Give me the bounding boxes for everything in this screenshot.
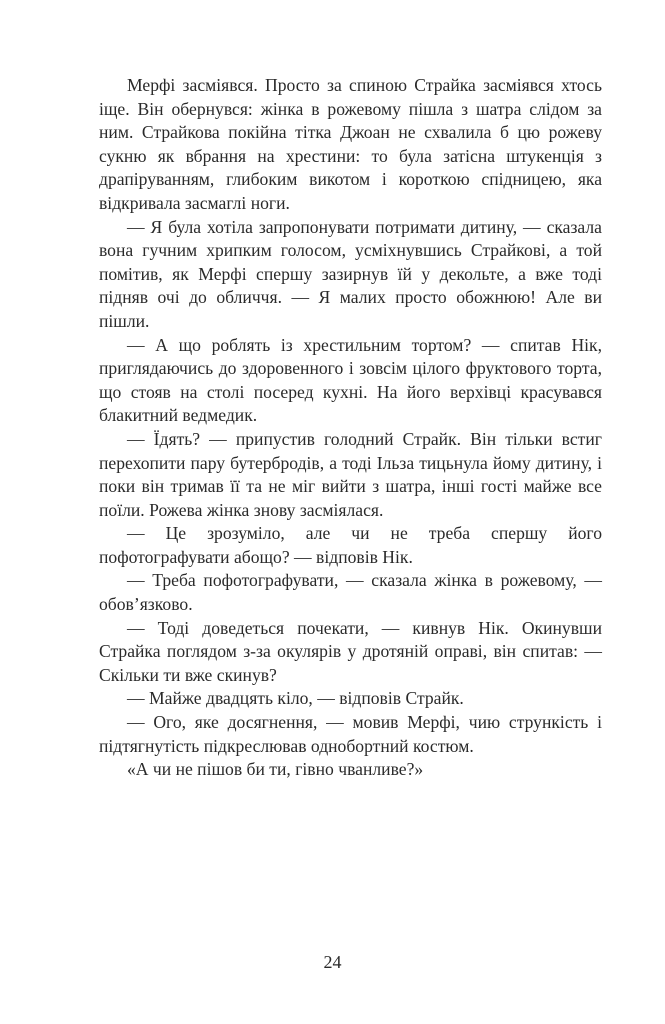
paragraph: — А що роблять із хрестильним тортом? — спитав Нік, приглядаючись до здоровенного і зовсім цілого фруктового торта, що стояв на столі посеред кухні. На його верхівці красувався блакитний ведмедик. bbox=[99, 334, 602, 426]
paragraph: — Я була хотіла запропонувати потримати дитину, — сказала вона гучним хрипким голосом, усміхнувшись Страйкові, а той помітив, як Мерфі спершу зазирнув їй у декольте, а вже тоді підняв очі до обличчя. — Я малих просто обожнюю! Але ви пішли. bbox=[99, 216, 602, 331]
paragraph: Мерфі засміявся. Просто за спиною Страйка засміявся хтось іще. Він обернувся: жінка в рожевому пішла з шатра слідом за ним. Страйкова покійна тітка Джоан не схвалила б цю рожеву сукню як вбрання на хрестини: то була затісна штукенція з драпіруванням, глибоким викотом і короткою спідницею, яка відкривала засмаглі ноги. bbox=[99, 75, 602, 213]
paragraph: — Це зрозуміло, але чи не треба спершу його пофотографувати абощо? — відповів Нік. bbox=[99, 523, 602, 567]
body-text bbox=[99, 74, 602, 782]
paragraph: — Їдять? — припустив голодний Страйк. Він тільки встиг перехопити пару бутербродів, а тоді Ільза тицьнула йому дитину, і поки він тримав її та не міг вийти з шатра, інші гості майже все поїли. Рожева жінка знову засміялася. bbox=[99, 428, 602, 520]
page-number: 24 bbox=[323, 952, 342, 972]
paragraph: — Майже двадцять кіло, — відповів Страйк. bbox=[127, 688, 464, 709]
paragraph: — Тоді доведеться почекати, — кивнув Нік. Окинувши Страйка поглядом з-за окулярів у дротяній оправі, він спитав: — Скільки ти вже скинув? bbox=[99, 617, 602, 685]
paragraph: — Треба пофотографувати, — сказала жінка в рожевому, — обов’язково. bbox=[99, 570, 602, 615]
paragraph: «А чи не пішов би ти, гівно чванливе?» bbox=[127, 759, 424, 780]
paragraph: — Ого, яке досягнення, — мовив Мерфі, чию стрункість і підтягнутість підкреслював однобортний костюм. bbox=[99, 712, 602, 756]
